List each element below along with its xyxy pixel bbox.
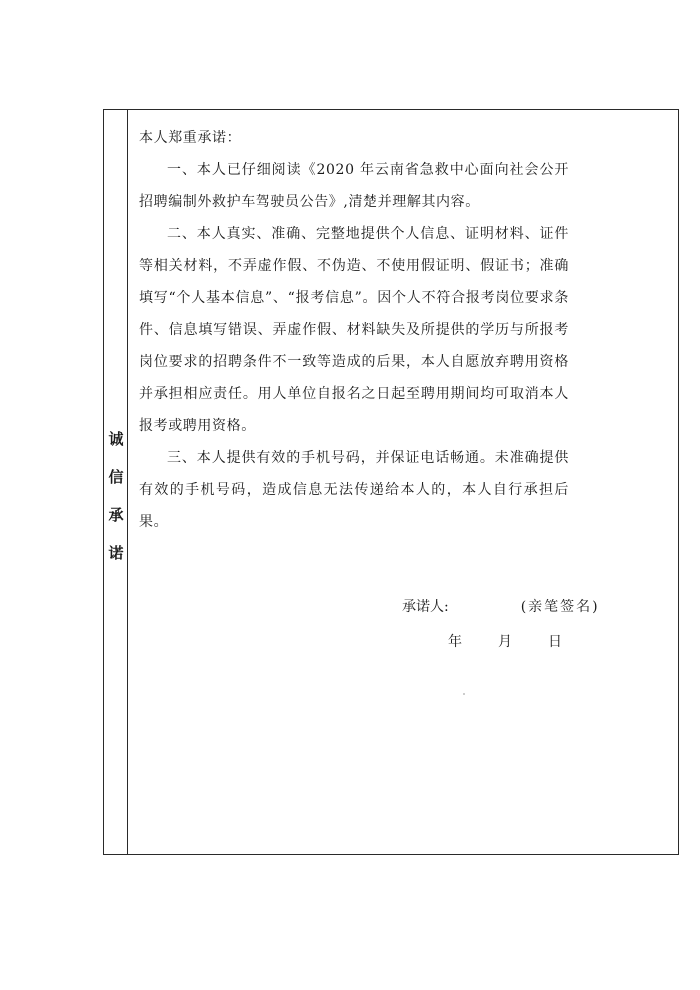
date-day: 日 — [548, 634, 562, 650]
section-label-char: 诚 — [108, 430, 124, 448]
section-label-char: 承 — [108, 506, 124, 524]
signer-label: 承诺人: — [402, 599, 449, 615]
section-label-char: 信 — [108, 468, 124, 486]
section-label — [104, 432, 128, 584]
date-line — [448, 631, 562, 651]
scan-speck — [463, 693, 465, 695]
date-year: 年 — [448, 634, 462, 650]
pledge-text — [139, 122, 569, 538]
section-label-char: 诺 — [108, 544, 124, 562]
pledge-item: 一、本人已仔细阅读《2020 年云南省急救中心面向社会公开招聘编制外救护车驾驶员公告》,清楚并理解其内容。 — [139, 162, 569, 210]
pledge-intro: 本人郑重承诺： — [139, 130, 242, 146]
signature-line — [402, 596, 600, 616]
sign-hint: (亲笔签名) — [520, 599, 600, 615]
pledge-form-table — [103, 109, 679, 855]
pledge-item: 三、本人提供有效的手机号码，并保证电话畅通。未准确提供有效的手机号码，造成信息无法传递给本人的，本人自行承担后果。 — [139, 450, 569, 530]
pledge-item: 二、本人真实、准确、完整地提供个人信息、证明材料、证件等相关材料，不弄虚作假、不伪造、不使用假证明、假证书；准确填写“个人基本信息”、“报考信息”。因个人不符合报考岗位要求条件、信息填写错误、弄虚作假、材料缺失及所提供的学历与所报考岗位要求的招聘条件不一致等造成的后果，本人自愿放弃聘用资格并承担相应责任。用人单位自报名之日起至聘用期间均可取消本人报考或聘用资格。 — [139, 226, 569, 434]
section-label-column — [104, 110, 128, 854]
date-month: 月 — [498, 634, 512, 650]
pledge-content-cell — [128, 110, 678, 854]
